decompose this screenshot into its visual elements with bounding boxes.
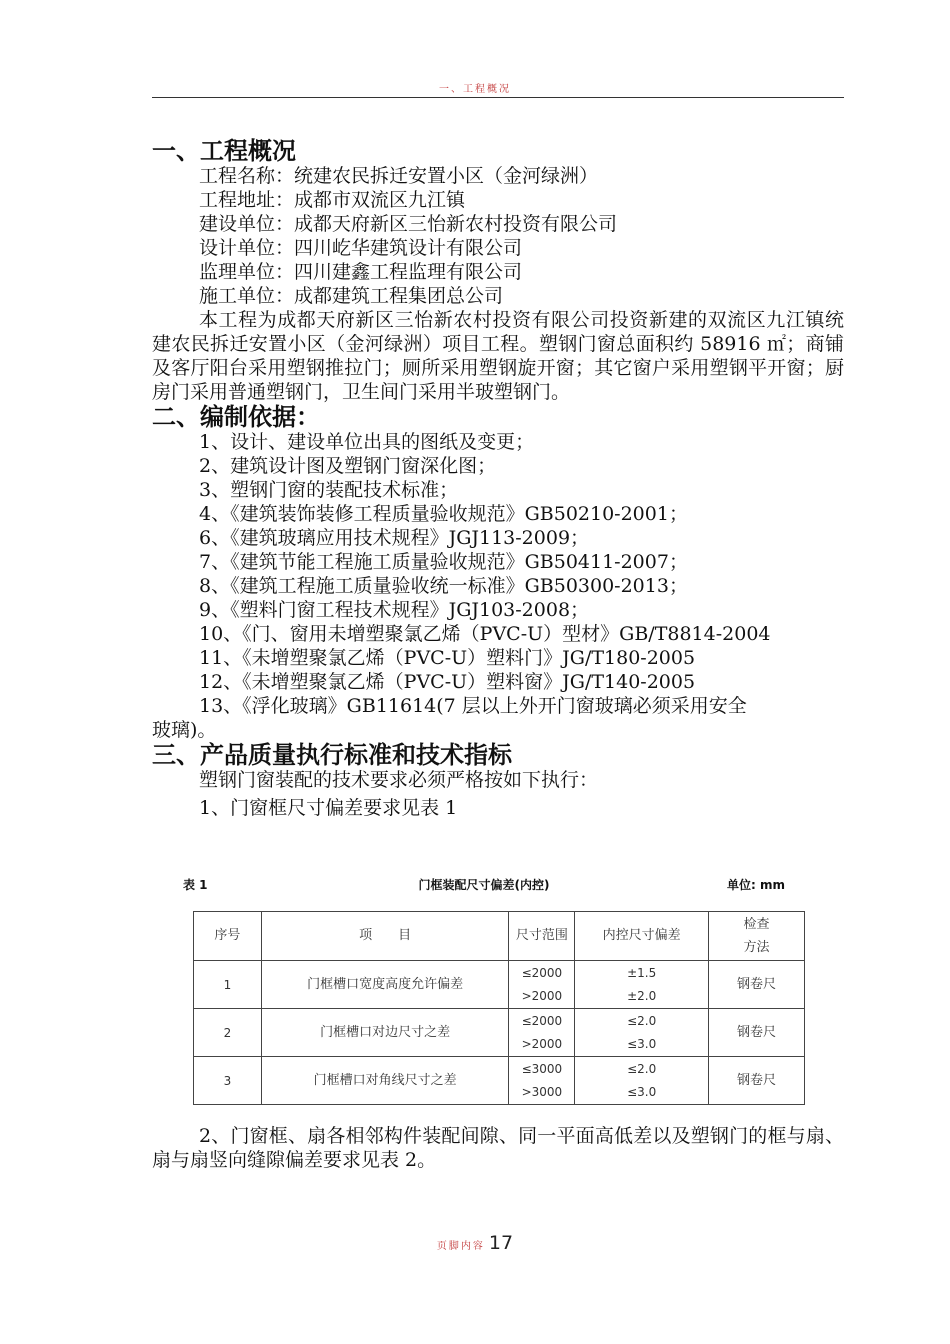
row-number: 2 [194,1009,262,1057]
row-deviation [575,1057,709,1105]
basis-item: 8、《建筑工程施工质量验收统一标准》GB50300-2013； [199,575,688,597]
owner-unit-line: 建设单位：成都天府新区三怡新农村投资有限公司 [199,213,618,235]
header-cell: 检查方法 [709,912,805,961]
document-body [152,138,844,820]
basis-item: 4、《建筑装饰装修工程质量验收规范》GB50210-2001； [199,503,688,525]
footer-text: 页脚内容 [436,1241,485,1252]
table-row [194,961,805,1009]
table-row [194,1009,805,1057]
basis-item: 2、建筑设计图及塑钢门窗深化图； [199,455,497,477]
project-address-line: 工程地址：成都市双流区九江镇 [199,189,466,211]
page-number: 17 [488,1232,514,1254]
basis-item: 10、《门、窗用未增塑聚氯乙烯（PVC-U）型材》GB/T8814-2004 [199,623,771,645]
after-table-section [152,1124,844,1172]
table-title: 门框装配尺寸偏差(内控) [418,878,550,892]
header-cell: 内控尺寸偏差 [575,912,709,961]
table-header-row [194,912,805,961]
supervision-unit-line: 监理单位：四川建鑫工程监理有限公司 [199,261,523,283]
page-footer [0,1232,950,1254]
row-deviation [575,1009,709,1057]
basis-item: 12、《未增塑聚氯乙烯（PVC-U）塑料窗》JG/T140-2005 [199,671,696,693]
section3-intro: 塑钢门窗装配的技术要求必须严格按如下执行： [199,769,599,791]
overview-paragraph: 本工程为成都天府新区三怡新农村投资有限公司投资新建的双流区九江镇统建农民拆迁安置小区（金河绿洲）项目工程。塑钢门窗总面积约 58916 ㎡；商铺及客厅阳台采用塑钢推拉门；厕所采用塑钢旋开窗；其它窗户采用塑钢平开窗；厨房门采用普通塑钢门，卫生间门采用半玻塑钢门。 [152,309,844,403]
deviation-value: ≤3.0 [627,1036,657,1051]
row-item: 门框槽口对角线尺寸之差 [261,1057,509,1105]
project-name-line: 工程名称：统建农民拆迁安置小区（金河绿洲） [199,165,599,187]
range-value: >2000 [521,988,563,1003]
range-value: >3000 [521,1084,563,1099]
row-item: 门框槽口对边尺寸之差 [261,1009,509,1057]
point2-paragraph: 2、门窗框、扇各相邻构件装配间隙、同一平面高低差以及塑钢门的框与扇、扇与扇竖向缝隙偏差要求见表 2。 [152,1125,844,1171]
basis-item-13: 13、《浮化玻璃》GB11614(7 层以上外开门窗玻璃必须采用安全 [199,695,747,717]
basis-item: 1、设计、建设单位出具的图纸及变更； [199,431,535,453]
row-method: 钢卷尺 [709,1009,805,1057]
range-value: >2000 [521,1036,563,1051]
deviation-value: ±2.0 [627,988,657,1003]
row-range [509,1057,575,1105]
table-unit: 单位: mm [727,878,785,892]
row-range [509,961,575,1009]
deviation-value: ≤2.0 [627,1013,657,1028]
range-value: ≤3000 [521,1061,563,1076]
row-item [261,961,509,1009]
row-method: 钢卷尺 [709,1057,805,1105]
design-unit-line: 设计单位：四川屹华建筑设计有限公司 [199,237,523,259]
header-rule [152,97,844,98]
deviation-table [193,911,805,1105]
table-label: 表 1 [183,878,208,892]
row-number: 3 [194,1057,262,1105]
header-cell: 项 目 [261,912,509,961]
basis-item: 3、塑钢门窗的装配技术标准； [199,479,459,501]
section1-heading: 一、工程概况 [152,137,296,165]
table-caption [183,876,785,894]
basis-item: 11、《未增塑聚氯乙烯（PVC-U）塑料门》JG/T180-2005 [199,647,696,669]
running-header: 一、工程概况 [439,84,511,95]
deviation-value: ≤3.0 [627,1084,657,1099]
deviation-value: ≤2.0 [627,1061,657,1076]
table-row [194,1057,805,1105]
basis-item: 9、《塑料门窗工程技术规程》JGJ103-2008； [199,599,590,621]
range-value: ≤2000 [521,965,563,980]
section2-heading: 二、编制依据： [152,403,320,431]
header-cell: 尺寸范围 [509,912,575,961]
basis-item-13-cont: 玻璃)。 [152,719,217,741]
section3-point1: 1、门窗框尺寸偏差要求见表 1 [199,797,458,819]
row-item-text: 门框槽口宽度高度允许偏差 [307,977,464,992]
construction-unit-line: 施工单位：成都建筑工程集团总公司 [199,285,504,307]
deviation-value: ±1.5 [627,965,657,980]
row-deviation [575,961,709,1009]
row-method: 钢卷尺 [709,961,805,1009]
header-cell: 序号 [194,912,262,961]
row-number: 1 [194,961,262,1009]
basis-item: 6、《建筑玻璃应用技术规程》JGJ113-2009； [199,527,590,549]
basis-item: 7、《建筑节能工程施工质量验收规范》GB50411-2007； [199,551,688,573]
range-value: ≤2000 [521,1013,563,1028]
row-range [509,1009,575,1057]
section3-heading: 三、产品质量执行标准和技术指标 [152,741,512,769]
